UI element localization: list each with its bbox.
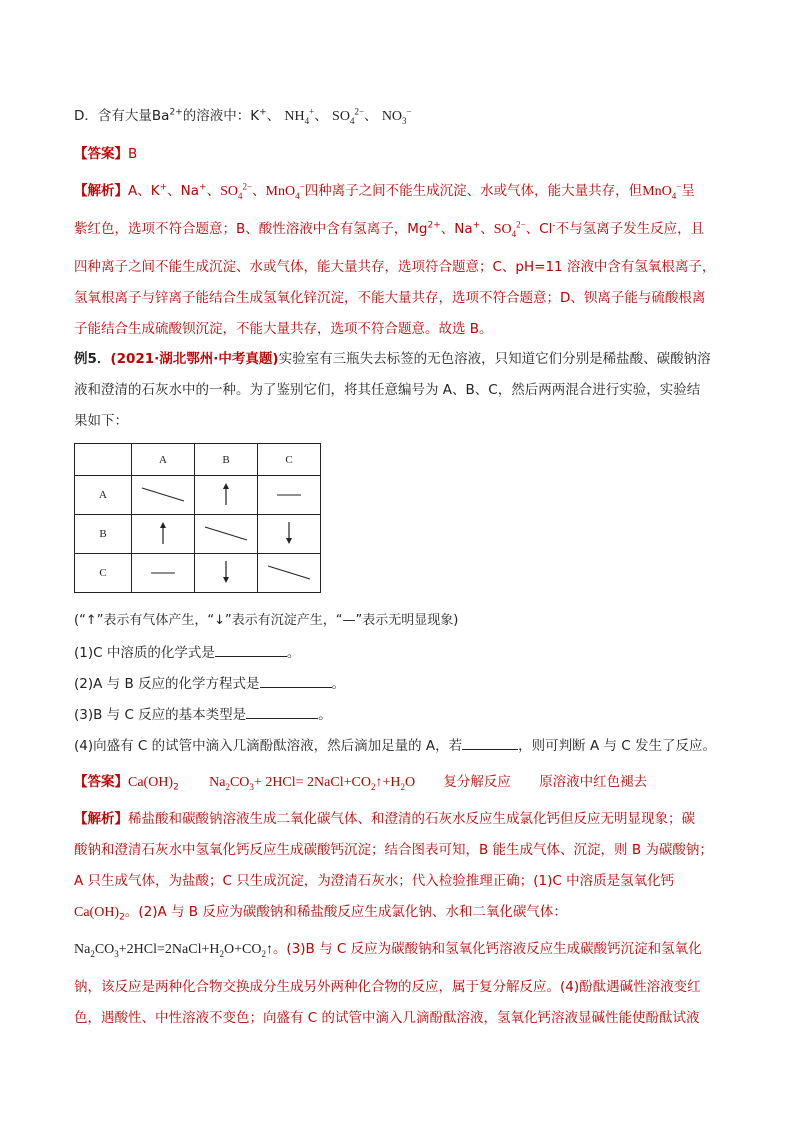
- cell-a-a: [132, 476, 195, 515]
- analysis-1-line-4: 氢氧根离子与锌离子能结合生成氢氧化锌沉淀，不能大量共存，选项不符合题意；D、钡离子能与硫酸根离: [74, 290, 706, 306]
- analysis-2-line-6: 钠，该反应是两种化合物交换成分生成另外两种化合物的反应，属于复分解反应。(4)酚酞遇碱性溶液变红: [74, 979, 701, 995]
- cell-b-a: [132, 515, 195, 554]
- cell-b-b: [195, 515, 258, 554]
- analysis-1-line-3: 四种离子之间不能生成沉淀、水或气体，能大量共存，选项符合题意；C、pH=11 溶液中含有氢氧根离子，: [74, 259, 716, 275]
- question-2: (2)A 与 B 反应的化学方程式是 。: [74, 673, 345, 694]
- table-header-a: A: [132, 444, 195, 476]
- analysis-2-line-4: $Ca(OH)_2$。(2)A 与 B 反应为碳酸钠和稀盐酸反应生成氯化钠、水和二氧化碳气体：: [74, 904, 567, 923]
- row-label-b: B: [75, 515, 132, 554]
- analysis-2-line-1: 【解析】稀盐酸和碳酸钠溶液生成二氧化碳气体、和澄清的石灰水反应生成氯化钙但反应无明显现象；碳: [74, 811, 695, 827]
- example-5-line-1: 例5．(2021·湖北鄂州·中考真题)实验室有三瓶失去标签的无色溶液，只知道它们分别是稀盐酸、碳酸钠溶: [74, 351, 711, 367]
- answer-blank: [246, 704, 318, 719]
- cell-c-c: [258, 554, 321, 593]
- analysis-2-line-7: 色，遇酸性、中性溶液不变色；向盛有 C 的试管中滴入几滴酚酞溶液，氢氧化钙溶液显碱性能使酚酞试液: [74, 1010, 700, 1026]
- cell-b-c: [258, 515, 321, 554]
- analysis-1-line-1: 【解析】A、K+、Na+、$SO_4^{2-}$、MnO$_4$−四种离子之间不能生成沉淀、水或气体，能大量共存，但MnO$_4$−呈: [74, 181, 695, 201]
- dash-icon: [276, 492, 302, 498]
- table-header-b: B: [195, 444, 258, 476]
- example-5-line-3: 果如下：: [74, 413, 128, 429]
- dash-icon: [150, 570, 176, 576]
- reaction-table: [74, 443, 321, 593]
- answer-1: 【答案】B: [74, 146, 138, 162]
- row-label-a: A: [75, 476, 132, 515]
- row-label-c: C: [75, 554, 132, 593]
- analysis-2-line-5: $Na_2CO_3+2HCl=2NaCl+H_2O+CO_2↑$。(3)B 与 C 反应为碳酸钠和氢氧化钙溶液反应生成碳酸钙沉淀和氢氧化: [74, 941, 702, 959]
- analysis-1-line-5: 子能结合生成硫酸钡沉淀，不能大量共存，选项不符合题意。故选 B。: [74, 321, 493, 337]
- table-header-empty: [75, 444, 132, 476]
- analysis-2-line-2: 酸钠和澄清石灰水中氢氧化钙反应生成碳酸钙沉淀；结合图表可知，B 能生成气体、沉淀，则 B 为碳酸钠；: [74, 842, 713, 858]
- diagonal-line-icon: [203, 523, 249, 543]
- cell-c-b: [195, 554, 258, 593]
- diagonal-line-icon: [266, 562, 312, 582]
- up-arrow-icon: [220, 482, 232, 506]
- question-1: (1)C 中溶质的化学式是 。: [74, 642, 300, 663]
- table-header-c: C: [258, 444, 321, 476]
- answer-blank: [260, 673, 332, 688]
- answer-2: 【答案】$Ca(OH)_2$ $Na_2CO_3+ 2HCl=$ $2NaCl+CO_2↑+H_2O$ 复分解反应 原溶液中红色褪去: [74, 774, 648, 793]
- answer-blank: [215, 642, 287, 657]
- cell-a-b: [195, 476, 258, 515]
- table-legend: (“↑”表示有气体产生，“↓”表示有沉淀产生，“—”表示无明显现象): [74, 613, 459, 628]
- question-3: (3)B 与 C 反应的基本类型是 。: [74, 704, 332, 725]
- cell-a-c: [258, 476, 321, 515]
- analysis-2-line-3: A 只生成气体，为盐酸；C 只生成沉淀，为澄清石灰水；代入检验推理正确；(1)C 中溶质是氢氧化钙: [74, 873, 675, 889]
- answer-blank: [462, 735, 518, 750]
- question-4: (4)向盛有 C 的试管中滴入几滴酚酞溶液，然后滴加足量的 A，若 ，则可判断 A 与 C 发生了反应。: [74, 735, 716, 756]
- example-5-line-2: 液和澄清的石灰水中的一种。为了鉴别它们，将其任意编号为 A、B、C，然后两两混合进行实验，实验结: [74, 382, 701, 398]
- option-d: D．含有大量$Ba^{2+}$的溶液中：K+、 $NH_4^+$、 $SO_4^{2-}$、 $NO_3^-$: [74, 106, 412, 126]
- analysis-1-line-2: 紫红色，选项不符合题意；B、酸性溶液中含有氢离子，$Mg^{2+}$、Na+、$SO_4^{2-}$、Cl-不与氢离子发生反应，且: [74, 219, 705, 239]
- down-arrow-icon: [220, 560, 232, 584]
- up-arrow-icon: [157, 521, 169, 545]
- down-arrow-icon: [283, 521, 295, 545]
- cell-c-a: [132, 554, 195, 593]
- diagonal-line-icon: [140, 484, 186, 504]
